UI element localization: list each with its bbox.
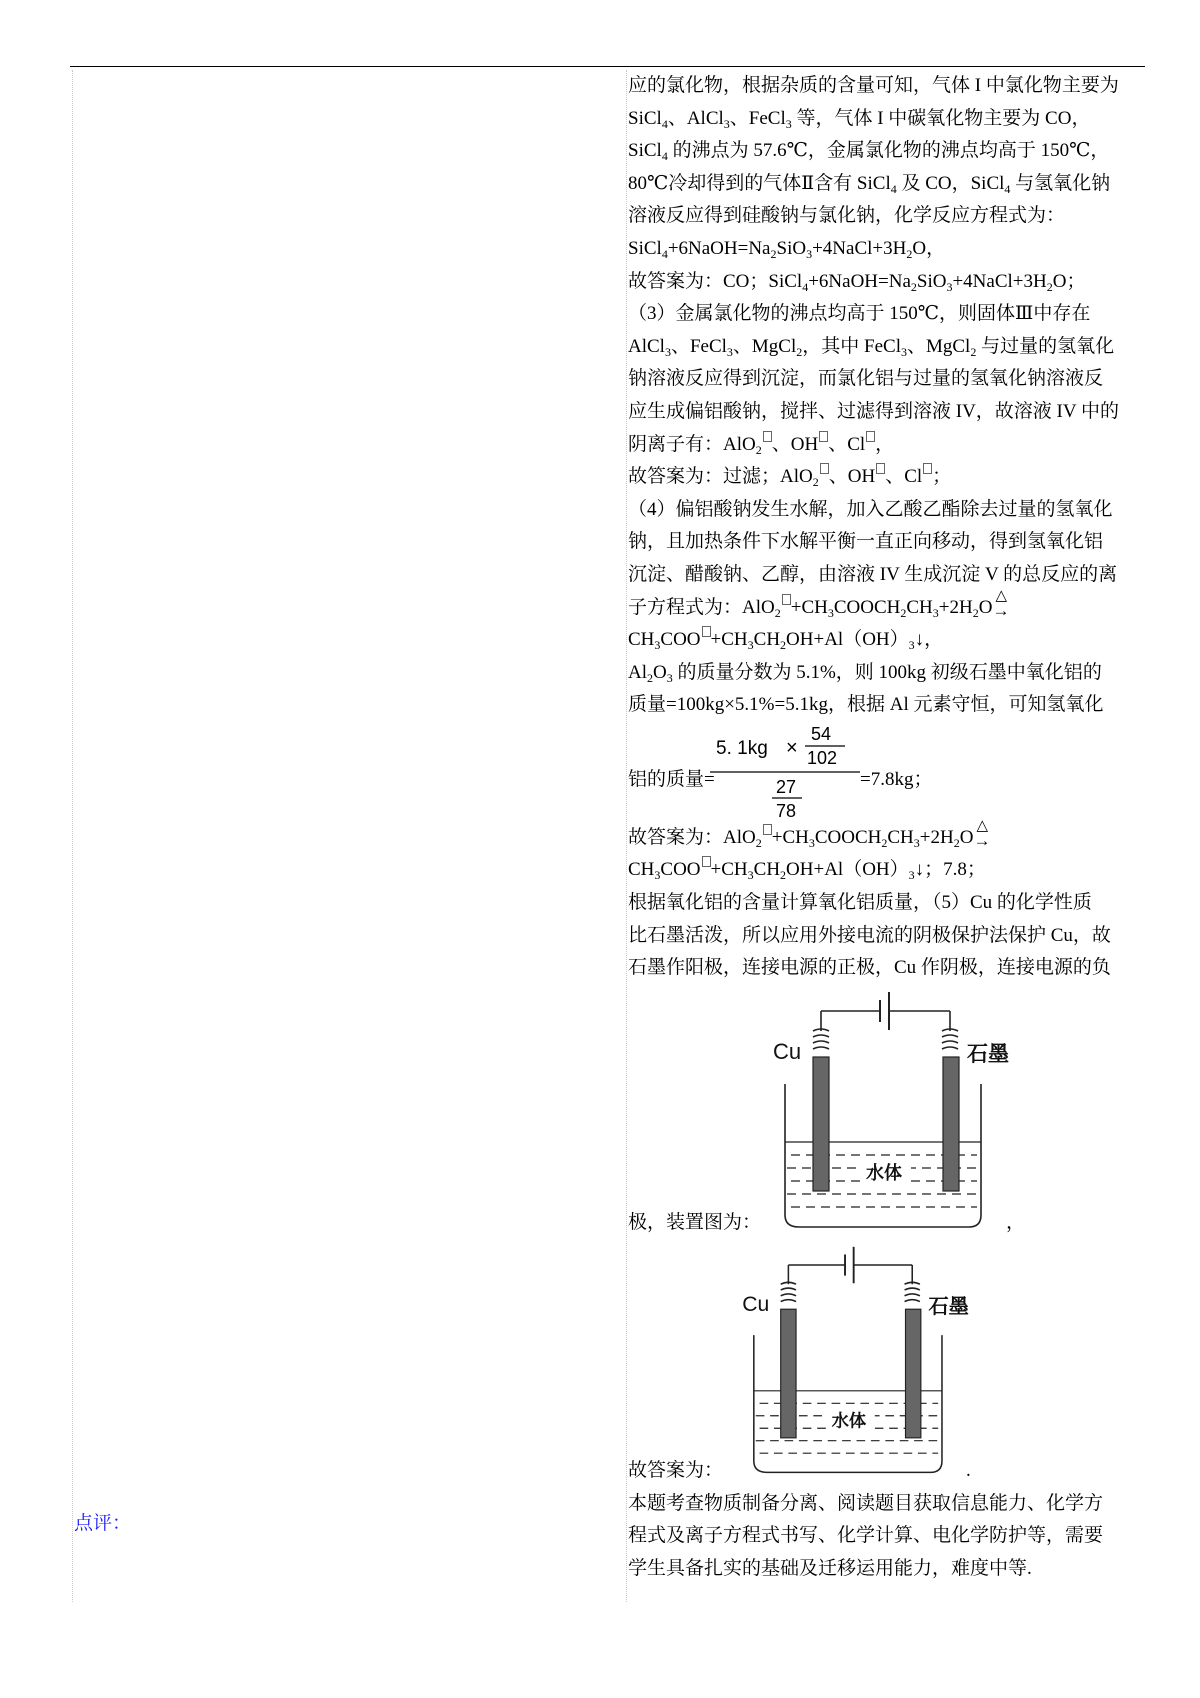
electrolysis-diagram-2: [728, 1242, 969, 1482]
text-line: 比石墨活泼，所以应用外接电流的阴极保护法保护 Cu，故: [628, 924, 1111, 946]
equation-line: $SiCl_4+6NaOH=Na_2SiO_3+4NaCl+3H_2O$，: [628, 237, 946, 261]
text-line: 80℃冷却得到的气体Ⅱ含有 SiCl$_4$ 及 CO，SiCl$_4$ 与氢氧化钠: [628, 172, 1111, 196]
fraction-times: ×: [786, 736, 798, 759]
header-rule: [70, 66, 1145, 67]
text-line: 根据氧化铝的含量计算氧化铝质量，（5）Cu 的化学性质: [628, 892, 1092, 914]
fraction-denominator-denominator: 78: [776, 800, 797, 821]
water-label: 水体: [831, 1410, 867, 1431]
figure-line-2: [628, 1240, 1180, 1488]
fraction-inner-numerator: 54: [811, 723, 832, 744]
cu-electrode: [781, 1309, 796, 1438]
text-line: 应生成偏铝酸钠，搅拌、过滤得到溶液 IV，故溶液 IV 中的: [628, 400, 1120, 422]
text-line: 质量=100kg×5.1%=5.1kg，根据 Al 元素守恒，可知氢氧化: [628, 694, 1104, 716]
figure-1-suffix: ，: [1006, 1212, 1026, 1234]
equation-line: 子方程式为：$AlO_2 +CH_3COOCH_2CH_3+2H_2O$ △ →: [628, 592, 1180, 625]
figure-line-1: [628, 985, 1180, 1240]
answer-line: 故答案为：过滤；AlO$_2$ 、OH 、Cl ；: [628, 461, 1180, 494]
missing-glyph-icon: [819, 431, 828, 442]
fraction-result: =7.8kg；: [860, 768, 933, 790]
text-line: 钠溶液反应得到沉淀，而氯化铝与过量的氢氧化钠溶液反: [628, 368, 1104, 390]
review-line: 学生具备扎实的基础及迁移运用能力，难度中等.: [628, 1558, 1032, 1580]
fraction-prefix: 铝的质量=: [628, 768, 715, 790]
answer-content: [628, 70, 1180, 1586]
text-line: 石墨作阳极，连接电源的正极，Cu 作阴极，连接电源的负: [628, 957, 1111, 979]
water-label: 水体: [866, 1162, 902, 1183]
missing-glyph-icon: [763, 824, 772, 835]
equation-line: $CH_3COO$ $+CH_3CH_2OH+Al(OH)_3↓$，: [628, 624, 1180, 657]
graphite-label: 石墨: [967, 1042, 1009, 1066]
missing-glyph-icon: [866, 431, 875, 442]
text-line: 沉淀、醋酸钠、乙醇，由溶液 IV 生成沉淀 V 的总反应的离: [628, 563, 1118, 585]
figure-2-suffix: .: [966, 1460, 971, 1482]
text-line: （3）金属氯化物的沸点均高于 150℃，则固体Ⅲ中存在: [628, 303, 1091, 325]
missing-glyph-icon: [923, 463, 932, 474]
text-line: 应的氯化物，根据杂质的含量可知，气体 I 中氯化物主要为: [628, 75, 1119, 96]
cu-electrode: [813, 1057, 829, 1191]
text-line: SiCl$_4$、AlCl$_3$、FeCl$_3$ 等，气体 I 中碳氧化物主要为 CO，: [628, 107, 1091, 131]
fraction-inner-denominator: 102: [807, 747, 838, 768]
text-line: （4）偏铝酸钠发生水解，加入乙酸乙酯除去过量的氢氧化: [628, 498, 1113, 520]
graphite-electrode: [906, 1309, 921, 1438]
review-label: 点评：: [74, 1513, 132, 1534]
missing-glyph-icon: [702, 856, 711, 867]
heating-arrow-icon: △ →: [992, 587, 1010, 620]
review-line: 程式及离子方程式书写、化学计算、电化学防护等，需要: [628, 1525, 1104, 1547]
answer-line: 故答案为：$AlO_2 +CH_3COOCH_2CH_3+2H_2O$ △ →: [628, 822, 1180, 855]
cu-label: Cu: [742, 1292, 770, 1316]
missing-glyph-icon: [820, 463, 829, 474]
review-line: 本题考查物质制备分离、阅读题目获取信息能力、化学方: [628, 1492, 1104, 1514]
answer-line: $CH_3COO$ $+CH_3CH_2OH+Al(OH)_3↓$；7.8；: [628, 854, 1180, 887]
missing-glyph-icon: [876, 463, 885, 474]
figure-1-prefix: 极，装置图为：: [628, 1212, 762, 1234]
left-dotted-border: [72, 70, 73, 1602]
graphite-electrode: [943, 1057, 959, 1191]
text-line: SiCl$_4$ 的沸点为 57.6℃，金属氯化物的沸点均高于 150℃，: [628, 140, 1110, 164]
graphite-label: 石墨: [928, 1295, 969, 1318]
fraction-graphic: [710, 722, 862, 822]
text-line: 钠，且加热条件下水解平衡一直正向移动，得到氢氧化铝: [628, 531, 1104, 553]
fraction-formula: [628, 722, 1180, 822]
heating-arrow-icon: △ →: [973, 817, 991, 850]
text-line: $Al_2O_3$ 的质量分数为 5.1%，则 100kg 初级石墨中氧化铝的: [628, 661, 1102, 685]
cu-label: Cu: [773, 1038, 802, 1064]
missing-glyph-icon: [702, 626, 711, 637]
column-dotted-divider: [626, 70, 627, 1602]
missing-glyph-icon: [782, 594, 791, 605]
text-line: 溶液反应得到硅酸钠与氯化钠，化学反应方程式为：: [628, 205, 1066, 227]
fraction-numerator-main: 5. 1kg: [716, 737, 768, 759]
electrolysis-diagram-1: [763, 987, 1009, 1237]
missing-glyph-icon: [763, 431, 772, 442]
fraction-denominator-numerator: 27: [776, 776, 797, 797]
figure-2-prefix: 故答案为：: [628, 1460, 724, 1482]
text-line: 阴离子有：AlO$_2$ 、OH 、Cl ，: [628, 429, 1180, 462]
answer-line: 故答案为：CO；$SiCl_4+6NaOH=Na_2SiO_3+4NaCl+3H_2O$；: [628, 270, 1086, 294]
text-line: AlCl$_3$、FeCl$_3$、MgCl$_2$，其中 FeCl$_3$、MgCl$_2$ 与过量的氢氧化: [628, 335, 1115, 359]
